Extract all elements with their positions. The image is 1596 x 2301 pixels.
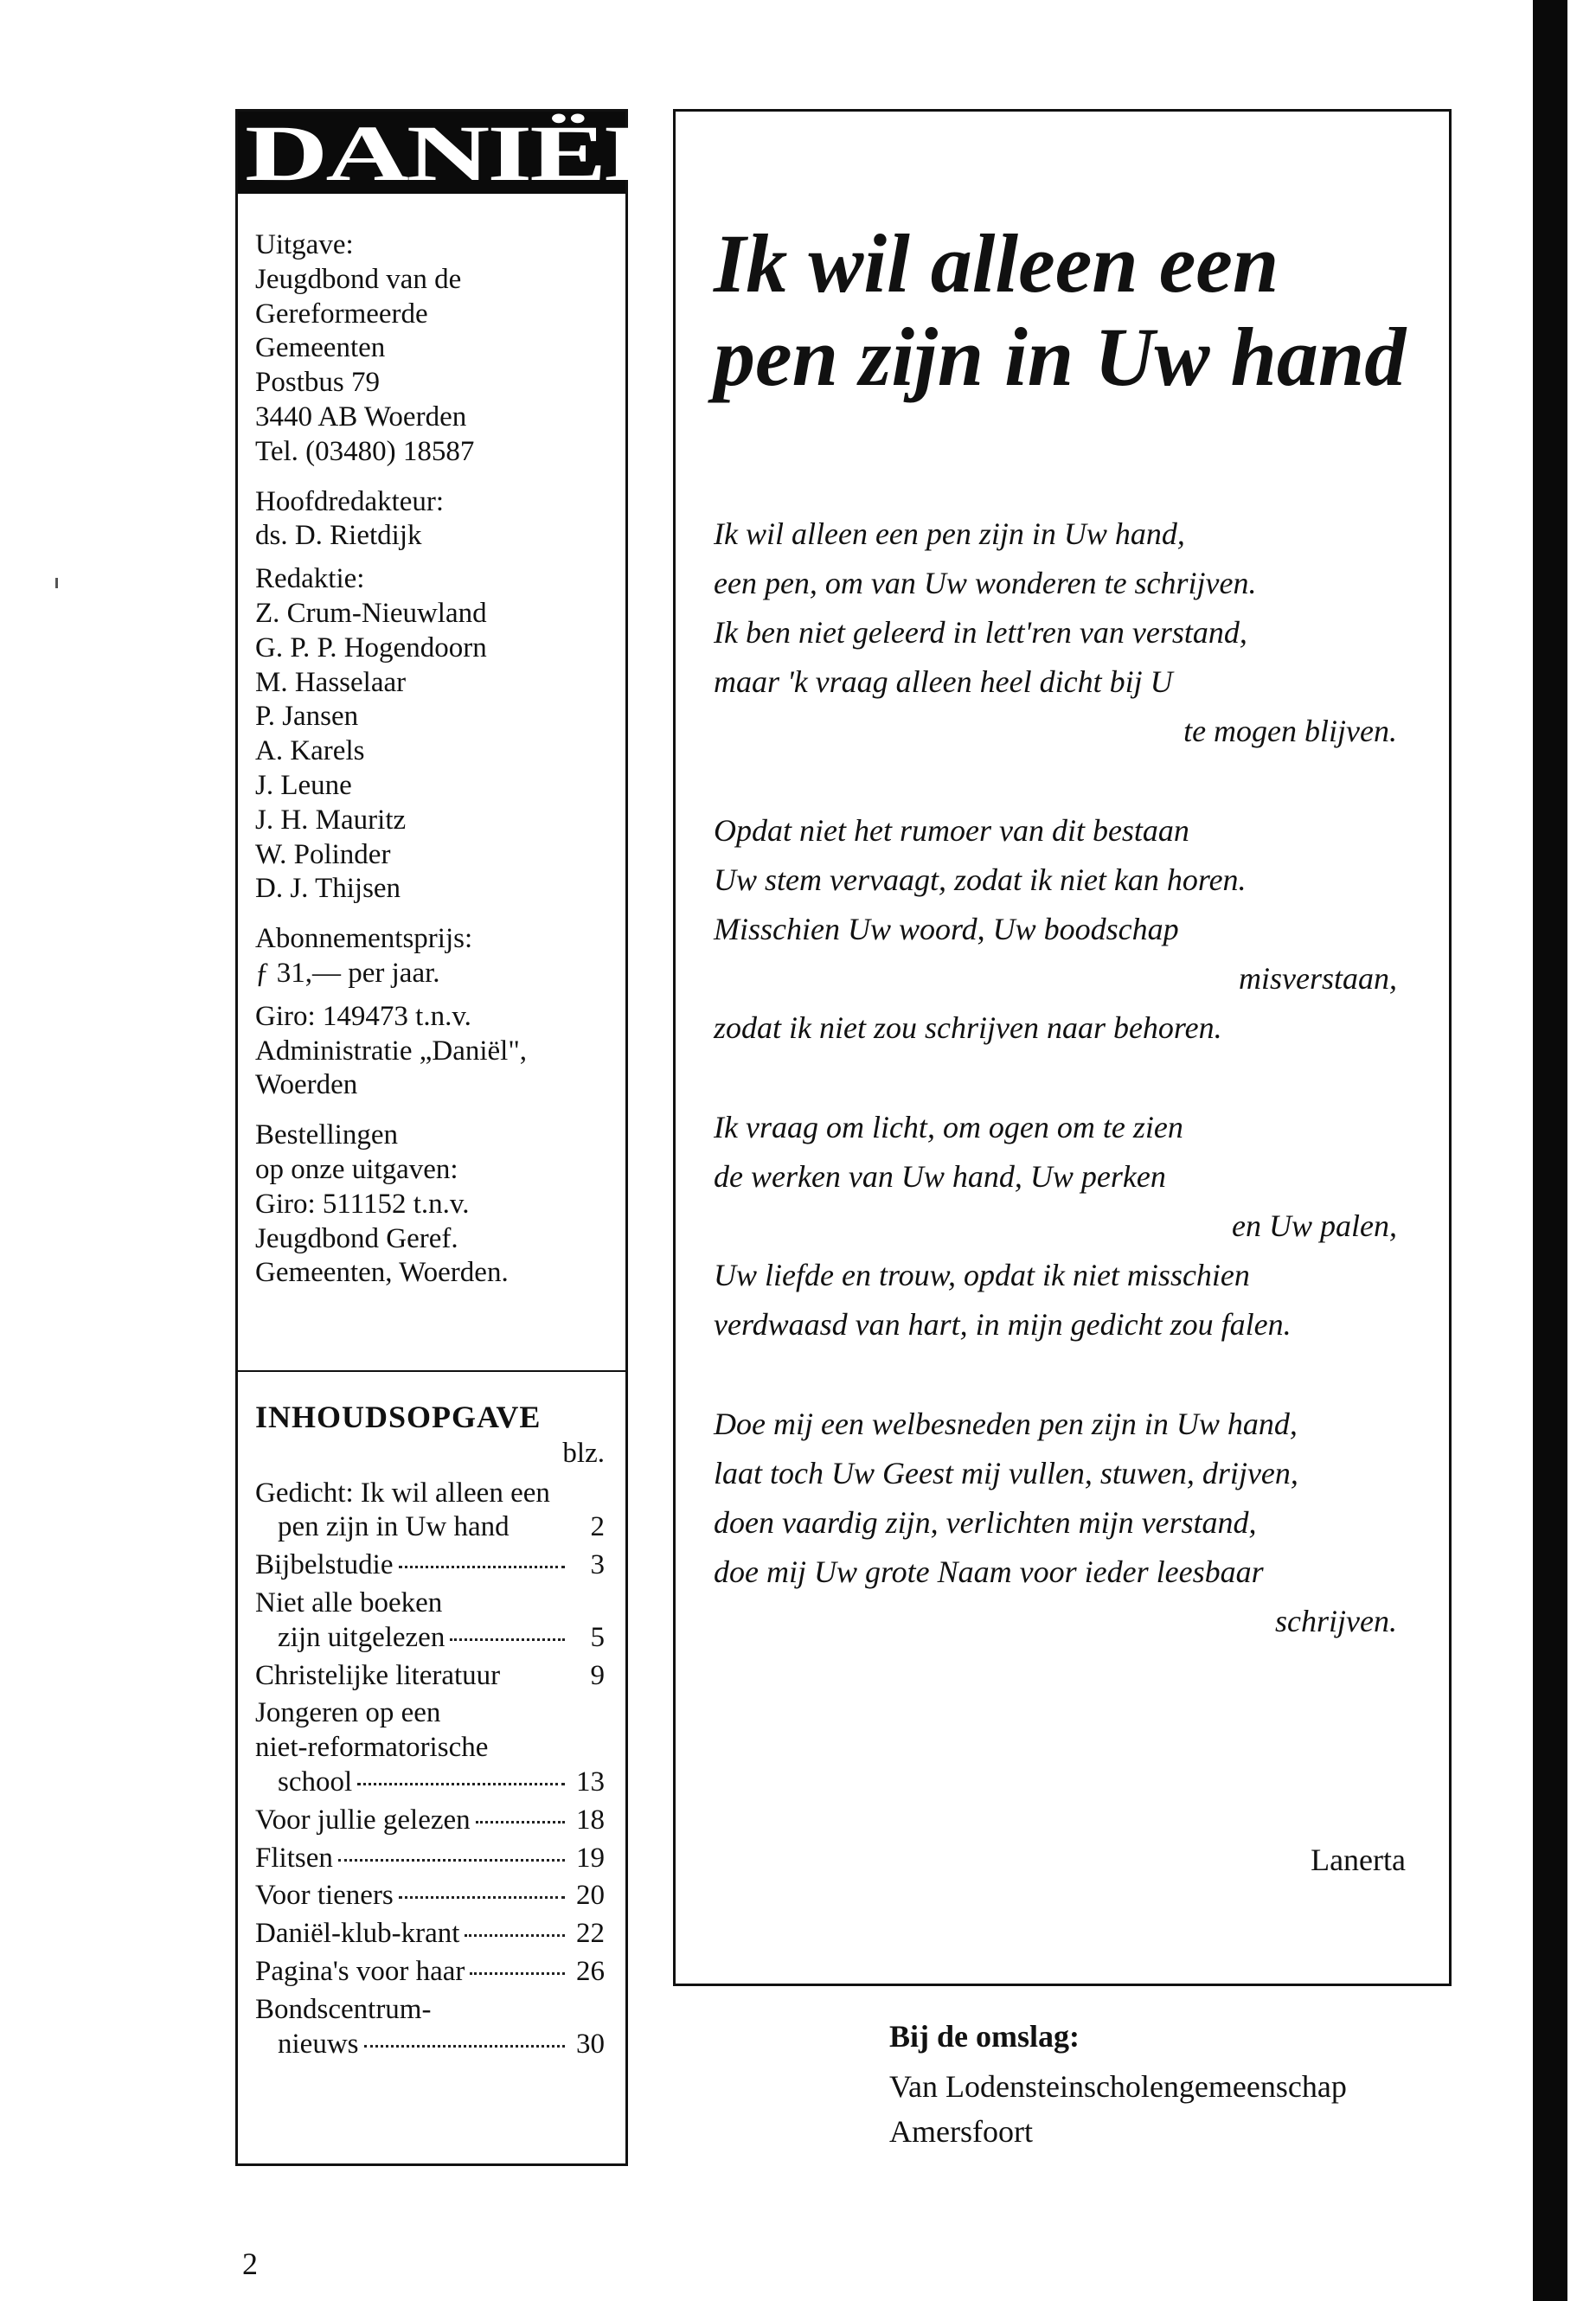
toc-entry-line: niet-reformatorische bbox=[255, 1732, 489, 1764]
poem-line: Misschien Uw woord, Uw boodschap bbox=[714, 912, 1179, 946]
giro-line: Administratie „Daniël", bbox=[255, 1035, 528, 1067]
publisher-label: Uitgave: bbox=[255, 229, 354, 260]
poem-line: maar 'k vraag alleen heel dicht bij U bbox=[714, 664, 1173, 699]
scan-artifact bbox=[55, 578, 58, 588]
poem-line: Ik vraag om licht, om ogen om te zien bbox=[714, 1110, 1183, 1144]
toc-entry-row bbox=[255, 1804, 605, 1838]
publisher-line: Gereformeerde bbox=[255, 298, 428, 330]
toc-entry-title: Christelijke literatuur bbox=[255, 1659, 501, 1691]
poem-body bbox=[714, 510, 1397, 1696]
poem-line: de werken van Uw hand, Uw perken bbox=[714, 1159, 1166, 1194]
editorial-members bbox=[255, 597, 619, 907]
toc-entry-row bbox=[255, 1548, 605, 1583]
poem-line: te mogen blijven. bbox=[1183, 714, 1397, 748]
toc-entry-row bbox=[255, 1917, 605, 1952]
toc-entry bbox=[255, 1477, 605, 1546]
giro-info bbox=[255, 1000, 619, 1103]
page-number: 2 bbox=[242, 2247, 258, 2281]
poem-line: en Uw palen, bbox=[1232, 1208, 1397, 1243]
cover-note-heading: Bij de omslag: bbox=[889, 2019, 1080, 2054]
editorial-member: J. H. Mauritz bbox=[255, 804, 407, 836]
masthead-title: DANIËL bbox=[245, 109, 679, 197]
toc-leader bbox=[465, 1934, 565, 1937]
toc-entry-page: 19 bbox=[576, 1842, 605, 1874]
toc-entry-title: Flitsen bbox=[255, 1842, 333, 1874]
toc-entry-line: Niet alle boeken bbox=[255, 1586, 443, 1618]
toc-entry-title: Bijbelstudie bbox=[255, 1549, 394, 1581]
publisher-address bbox=[255, 263, 619, 470]
subscription-label: Abonnementsprijs: bbox=[255, 923, 473, 955]
toc-entry-page: 22 bbox=[576, 1918, 605, 1950]
toc-entry-row bbox=[255, 1510, 605, 1545]
poem-line: Ik wil alleen een pen zijn in Uw hand, bbox=[714, 516, 1185, 551]
poem-line: Uw stem vervaagt, zodat ik niet kan horen. bbox=[714, 862, 1247, 897]
giro-line: Giro: 149473 t.n.v. bbox=[255, 1000, 471, 1032]
toc-entry bbox=[255, 1548, 605, 1583]
toc-entry bbox=[255, 1586, 605, 1656]
poem-line: Doe mij een welbesneden pen zijn in Uw hand, bbox=[714, 1407, 1298, 1441]
toc-entry bbox=[255, 1696, 605, 1799]
editorial-member: A. Karels bbox=[255, 735, 365, 767]
poem-title-line-1: Ik wil alleen een bbox=[714, 217, 1279, 310]
editorial-member: M. Hasselaar bbox=[255, 666, 407, 698]
toc-entry-title: nieuws bbox=[278, 2028, 359, 2060]
cover-note-line-2: Amersfoort bbox=[889, 2114, 1033, 2149]
editor-label: Hoofdredakteur: bbox=[255, 485, 445, 517]
orders-line: Gemeenten, Woerden. bbox=[255, 1257, 509, 1289]
toc-leader bbox=[399, 1896, 565, 1899]
subscription-price: ƒ 31,— per jaar. bbox=[255, 957, 440, 989]
poem-line: verdwaasd van hart, in mijn gedicht zou falen. bbox=[714, 1307, 1292, 1342]
toc-entry bbox=[255, 1993, 605, 2062]
toc-entry-page: 30 bbox=[576, 2028, 605, 2060]
toc-entry-title: Daniël-klub-krant bbox=[255, 1918, 460, 1950]
editorial-member: G. P. P. Hogendoorn bbox=[255, 631, 487, 663]
toc-leader bbox=[450, 1638, 565, 1641]
poem-author: Lanerta bbox=[1311, 1843, 1406, 1877]
poem-line: doen vaardig zijn, verlichten mijn verstand, bbox=[714, 1505, 1257, 1540]
editorial-member: P. Jansen bbox=[255, 701, 359, 733]
toc-entry-page: 18 bbox=[576, 1804, 605, 1836]
editorial-member: D. J. Thijsen bbox=[255, 873, 401, 905]
toc-entry-row bbox=[255, 2028, 605, 2062]
toc-entry-row bbox=[255, 1766, 605, 1800]
toc-entry-title: Voor tieners bbox=[255, 1880, 394, 1912]
editor-name: ds. D. Rietdijk bbox=[255, 520, 422, 552]
poem-line: Ik ben niet geleerd in lett'ren van verstand, bbox=[714, 615, 1247, 650]
toc-leader bbox=[357, 1783, 565, 1785]
toc-entry-row bbox=[255, 1659, 605, 1694]
cover-note-line-1: Van Lodensteinscholengemeenschap bbox=[889, 2069, 1347, 2104]
toc-entry bbox=[255, 1659, 605, 1694]
poem-line: laat toch Uw Geest mij vullen, stuwen, drijven, bbox=[714, 1456, 1298, 1490]
poem-stanza bbox=[714, 1400, 1397, 1646]
toc-list bbox=[255, 1477, 605, 2062]
poem-title bbox=[714, 217, 1423, 404]
toc-entry bbox=[255, 1842, 605, 1876]
toc-entry-row bbox=[255, 1621, 605, 1656]
poem-box bbox=[673, 109, 1452, 1986]
toc-entry-page: 26 bbox=[576, 1955, 605, 1987]
orders-line: Bestellingen bbox=[255, 1119, 398, 1151]
toc-entry-title: pen zijn in Uw hand bbox=[278, 1511, 510, 1543]
giro-line: Woerden bbox=[255, 1069, 358, 1101]
toc-entry-title: school bbox=[278, 1766, 353, 1798]
toc-entry-page: 5 bbox=[590, 1621, 605, 1653]
toc-entry-page: 13 bbox=[576, 1766, 605, 1798]
toc-divider bbox=[238, 1370, 625, 1372]
publisher-line: Gemeenten bbox=[255, 332, 386, 364]
toc-entry-page: 3 bbox=[590, 1549, 605, 1581]
toc-leader bbox=[470, 1972, 565, 1975]
cover-note bbox=[889, 2014, 1495, 2154]
toc-entry-row bbox=[255, 1879, 605, 1913]
table-of-contents bbox=[255, 1400, 605, 2065]
toc-entry-page: 9 bbox=[590, 1659, 605, 1691]
toc-entry bbox=[255, 1804, 605, 1838]
editorial-member: W. Polinder bbox=[255, 838, 391, 870]
poem-line: schrijven. bbox=[1275, 1604, 1397, 1638]
poem-line: doe mij Uw grote Naam voor ieder leesbaar bbox=[714, 1554, 1264, 1589]
poem-stanza bbox=[714, 806, 1397, 1053]
publisher-line: Tel. (03480) 18587 bbox=[255, 435, 475, 467]
publisher-line: Jeugdbond van de bbox=[255, 263, 462, 295]
binding-spine bbox=[1533, 0, 1567, 2301]
toc-leader bbox=[364, 2045, 566, 2048]
publisher-line: 3440 AB Woerden bbox=[255, 401, 467, 433]
toc-entry-title: Voor jullie gelezen bbox=[255, 1804, 471, 1836]
toc-entry-page: 20 bbox=[576, 1880, 605, 1912]
editorial-member: J. Leune bbox=[255, 769, 352, 801]
toc-leader bbox=[338, 1859, 565, 1862]
toc-entry-page: 2 bbox=[590, 1511, 605, 1543]
toc-leader bbox=[476, 1821, 565, 1823]
publisher-line: Postbus 79 bbox=[255, 367, 380, 399]
toc-entry bbox=[255, 1917, 605, 1952]
toc-entry-row bbox=[255, 1842, 605, 1876]
poem-line: Uw liefde en trouw, opdat ik niet misschien bbox=[714, 1258, 1250, 1292]
poem-line: een pen, om van Uw wonderen te schrijven. bbox=[714, 566, 1257, 600]
orders-info bbox=[255, 1118, 619, 1291]
poem-stanza bbox=[714, 510, 1397, 756]
orders-line: op onze uitgaven: bbox=[255, 1153, 458, 1185]
poem-line: misverstaan, bbox=[1239, 961, 1397, 996]
poem-line: Opdat niet het rumoer van dit bestaan bbox=[714, 813, 1189, 848]
poem-stanza bbox=[714, 1103, 1397, 1349]
toc-entry-line: Bondscentrum- bbox=[255, 1993, 432, 2025]
toc-entry-title: Pagina's voor haar bbox=[255, 1955, 465, 1987]
toc-entry bbox=[255, 1879, 605, 1913]
masthead-logo bbox=[238, 109, 679, 197]
toc-entry-line: Jongeren op een bbox=[255, 1697, 441, 1729]
editorial-member: Z. Crum-Nieuwland bbox=[255, 597, 487, 629]
colophon bbox=[255, 228, 619, 1291]
toc-leader bbox=[399, 1566, 566, 1568]
toc-entry-row bbox=[255, 1955, 605, 1990]
toc-page-column-label: blz. bbox=[562, 1437, 605, 1469]
orders-line: Giro: 511152 t.n.v. bbox=[255, 1188, 470, 1220]
poem-title-line-2: pen zijn in Uw hand bbox=[714, 311, 1407, 403]
poem-line: zodat ik niet zou schrijven naar behoren. bbox=[714, 1010, 1222, 1045]
colophon-box bbox=[235, 109, 679, 2166]
editorial-label: Redaktie: bbox=[255, 563, 365, 595]
toc-title: INHOUDSOPGAVE bbox=[255, 1400, 542, 1434]
toc-entry bbox=[255, 1955, 605, 1990]
orders-line: Jeugdbond Geref. bbox=[255, 1222, 458, 1254]
toc-entry-title: zijn uitgelezen bbox=[278, 1621, 445, 1653]
toc-entry-line: Gedicht: Ik wil alleen een bbox=[255, 1477, 550, 1509]
